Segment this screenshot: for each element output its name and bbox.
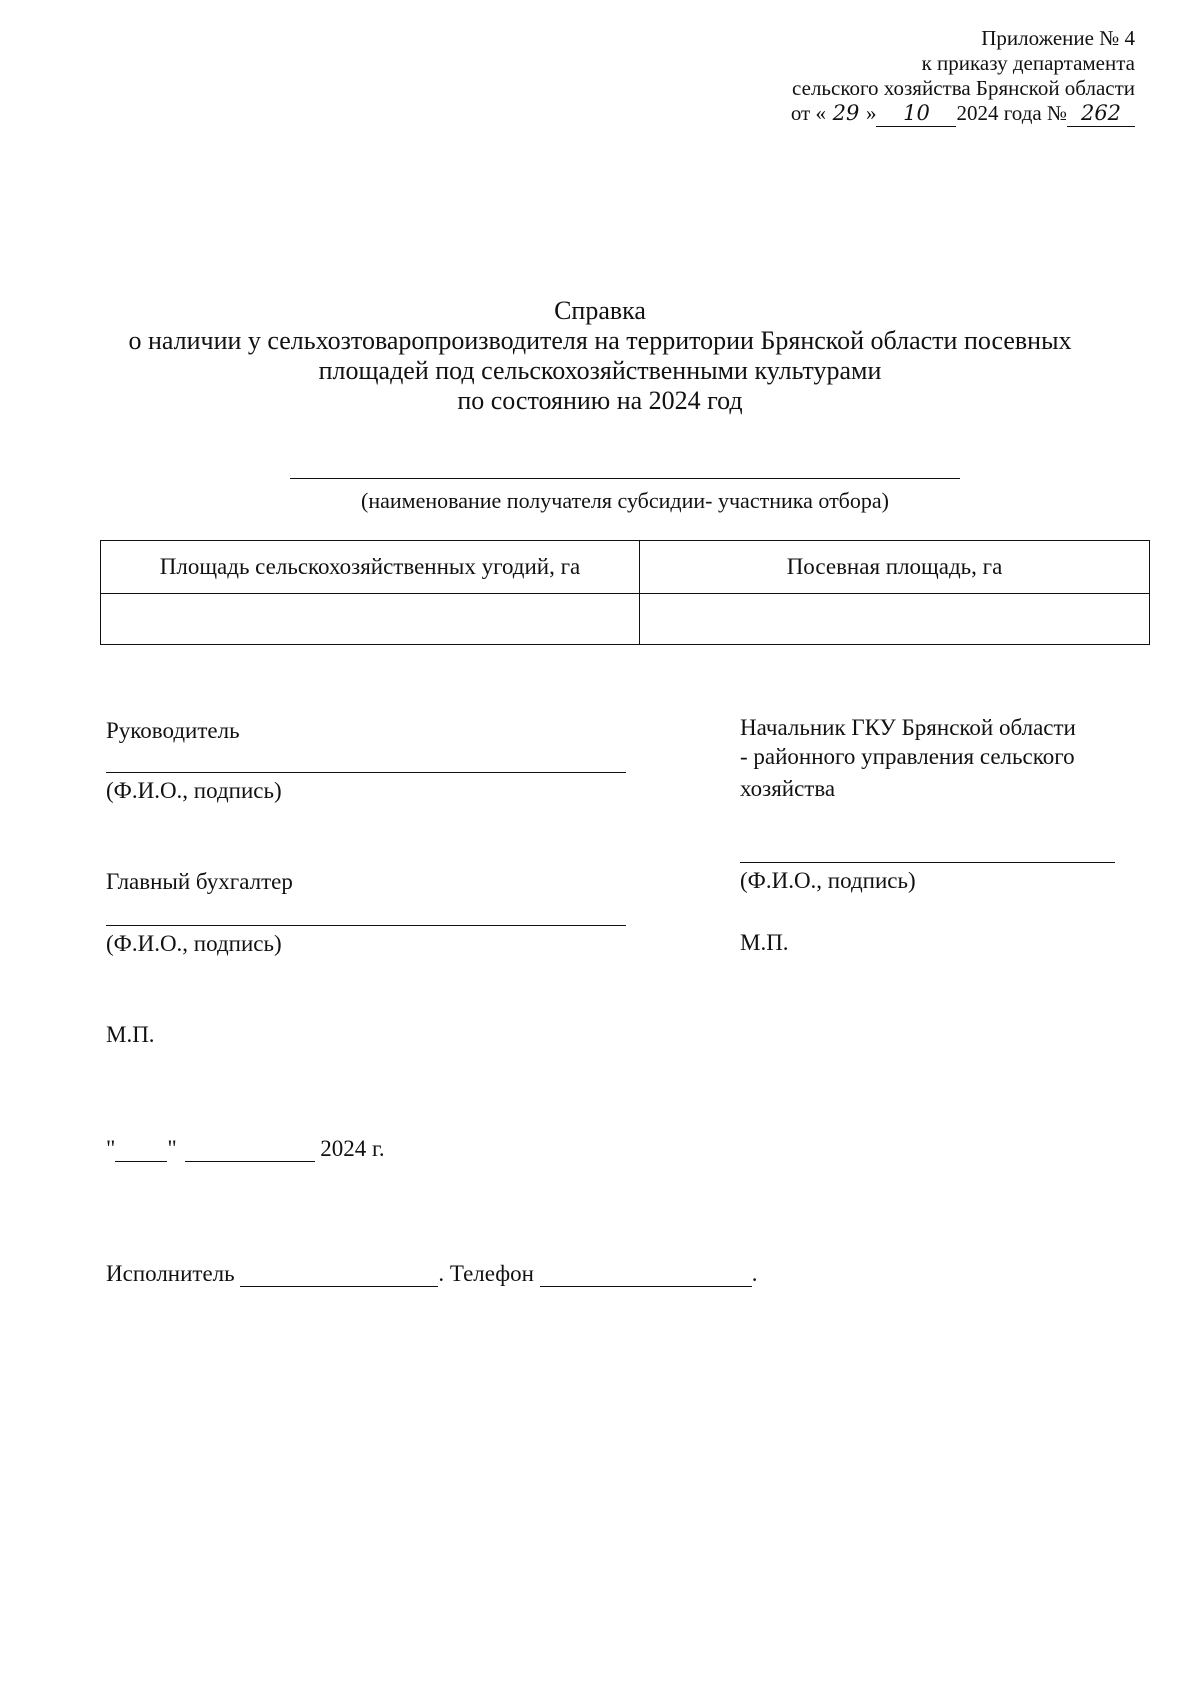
- order-date-mid: »: [865, 101, 877, 125]
- date-close-quote: ": [167, 1136, 177, 1161]
- order-date-prefix: от «: [790, 101, 826, 125]
- table-cell-sown-area[interactable]: [640, 594, 1150, 645]
- district-head-title-line-2: - районного управления сельского: [740, 744, 1075, 769]
- left-stamp-placeholder: М.П.: [106, 1022, 155, 1047]
- accountant-title: Главный бухгалтер: [106, 869, 293, 894]
- title-heading: Справка: [554, 296, 646, 325]
- title-line-1: о наличии у сельхозтоваропроизводителя на территории Брянской области посевных: [128, 326, 1072, 355]
- area-table: [100, 540, 1150, 645]
- executor-end: .: [751, 1261, 758, 1286]
- head-title: Руководитель: [106, 718, 240, 743]
- table-header-sown-area: Посевная площадь, га: [640, 541, 1150, 594]
- executor-name-blank[interactable]: [240, 1264, 438, 1287]
- order-number-handwritten: 262: [1080, 101, 1122, 125]
- order-month-handwritten: 10: [903, 101, 930, 125]
- table-cell-agricultural-land[interactable]: [101, 594, 640, 645]
- date-open-quote: ": [106, 1136, 116, 1161]
- appendix-line-1: Приложение № 4: [981, 26, 1135, 50]
- head-signature-line[interactable]: [106, 772, 626, 773]
- appendix-line-3: сельского хозяйства Брянской области: [792, 76, 1135, 100]
- date-day-blank[interactable]: [115, 1139, 167, 1162]
- executor-label: Исполнитель: [106, 1261, 235, 1286]
- title-line-2: площадей под сельскохозяйственными культурами: [318, 356, 882, 385]
- appendix-header: [791, 26, 1135, 127]
- order-year-text: 2024 года №: [956, 101, 1067, 125]
- table-header-row: [101, 541, 1150, 594]
- phone-label: . Телефон: [438, 1261, 534, 1286]
- table-header-agricultural-land: Площадь сельскохозяйственных угодий, га: [101, 541, 640, 594]
- order-date-line: [791, 101, 1135, 127]
- district-head-signature-line[interactable]: [740, 862, 1115, 863]
- date-row: [106, 1136, 385, 1162]
- recipient-caption: (наименование получателя субсидии- участника отбора): [361, 488, 889, 513]
- table-row: [101, 594, 1150, 645]
- district-head-title-line-3: хозяйства: [740, 776, 836, 801]
- recipient-name-line[interactable]: [290, 478, 960, 479]
- district-head-title-line-1: Начальник ГКУ Брянской области: [740, 715, 1076, 740]
- phone-blank[interactable]: [540, 1264, 752, 1287]
- district-head-signature-caption: (Ф.И.О., подпись): [740, 868, 916, 893]
- order-day-handwritten: 29: [832, 101, 860, 125]
- appendix-line-2: к приказу департамента: [921, 51, 1135, 75]
- right-stamp-placeholder: М.П.: [740, 930, 789, 955]
- date-month-blank[interactable]: [185, 1139, 315, 1162]
- date-year: 2024 г.: [320, 1136, 385, 1161]
- accountant-signature-line[interactable]: [106, 925, 626, 926]
- head-signature-caption: (Ф.И.О., подпись): [106, 778, 282, 803]
- document-title: [60, 296, 1140, 416]
- executor-row: [106, 1261, 757, 1287]
- title-line-3: по состоянию на 2024 год: [457, 386, 743, 415]
- accountant-signature-caption: (Ф.И.О., подпись): [106, 931, 282, 956]
